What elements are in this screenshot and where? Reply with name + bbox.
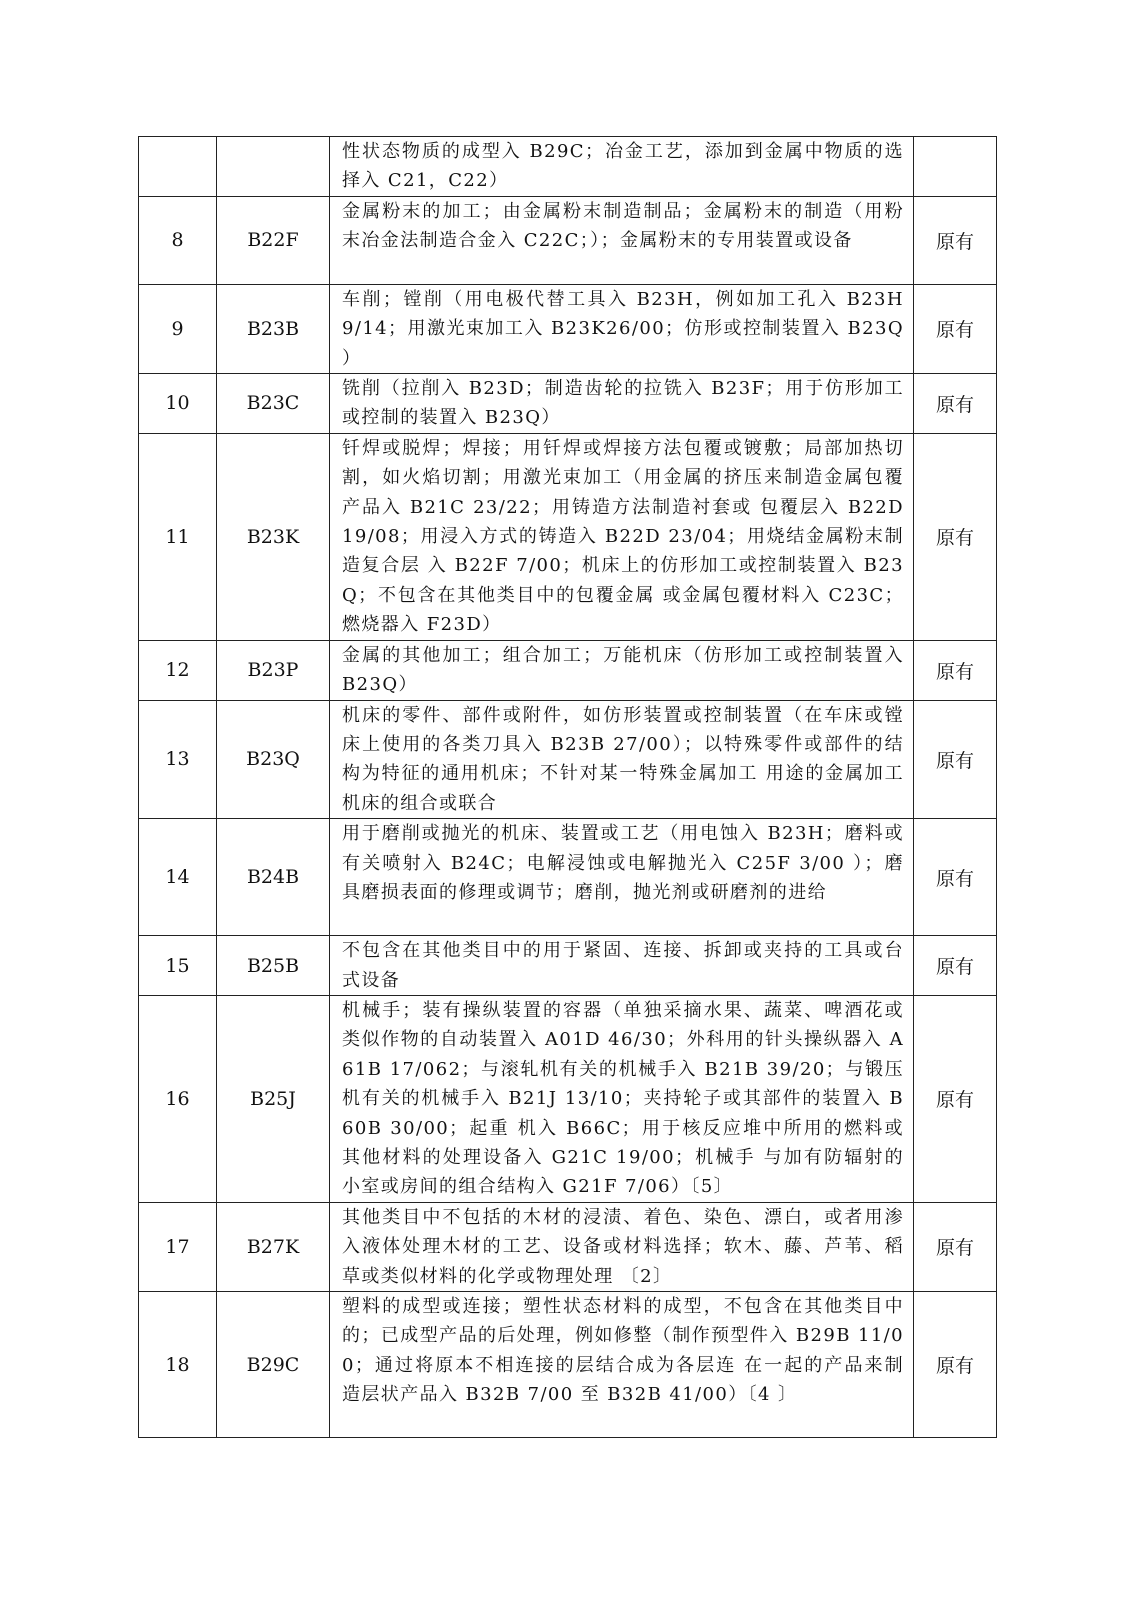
status-cell: 原有 [914, 374, 997, 434]
ipc-description: 用于磨削或抛光的机床、装置或工艺（用电蚀入 B23H；磨料或有关喷射入 B24C；电解浸蚀或电解抛光入 C25F 3/00 ）；磨具磨损表面的修理或调节；磨削，抛光剂或研磨剂的进给 [342, 823, 904, 903]
ipc-code: B25B [217, 936, 330, 996]
ipc-description: 金属的其他加工；组合加工；万能机床（仿形加工或控制装置入 B23Q） [342, 644, 904, 696]
row-number [139, 137, 217, 197]
table-row [139, 700, 997, 819]
ipc-code: B22F [217, 196, 330, 284]
row-number: 15 [139, 936, 217, 996]
status-cell: 原有 [914, 640, 997, 700]
status-cell: 原有 [914, 284, 997, 373]
ipc-description: 塑料的成型或连接；塑性状态材料的成型，不包含在其他类目中的；已成型产品的后处理，例如修整（制作预型件入 B29B 11/00；通过将原本不相连接的层结合成为各层连 在一起的产品来制造层状产品入 B32B 7/00 至 B32B 41/00）〔4 〕 [342, 1296, 904, 1406]
ipc-code: B23B [217, 284, 330, 373]
ipc-description: 金属粉末的加工；由金属粉末制造制品；金属粉末的制造（用粉末冶金法制造合金入 C22C；）；金属粉末的专用装置或设备 [342, 200, 904, 252]
ipc-description: 车削；镗削（用电极代替工具入 B23H，例如加工孔入 B23H 9/14；用激光束加工入 B23K26/00；仿形或控制装置入 B23Q ） [342, 288, 904, 369]
ipc-code [217, 137, 330, 197]
status-cell: 原有 [914, 1292, 997, 1438]
table-row [139, 640, 997, 700]
row-number: 12 [139, 640, 217, 700]
status-cell: 原有 [914, 1202, 997, 1291]
row-number: 16 [139, 995, 217, 1202]
table-row [139, 137, 997, 197]
table-row [139, 819, 997, 936]
row-number: 10 [139, 374, 217, 434]
table-row [139, 284, 997, 373]
ipc-description: 机械手；装有操纵装置的容器（单独采摘水果、蔬菜、啤酒花或类似作物的自动装置入 A01D 46/30；外科用的针头操纵器入 A61B 17/062；与滚轧机有关的机械手入 B21B 39/20；与锻压机有关的机械手入 B21J 13/10；夹持轮子或其部件的装置入 B60B 30/00；起重 机入 B66C；用于核反应堆中所用的燃料或其他材料的处理设备入 G21C 19/00；机械手 与加有防辐射的小室或房间的组合结构入 G21F 7/06）〔5〕 [342, 999, 904, 1198]
ipc-code: B23Q [217, 700, 330, 819]
ipc-code: B29C [217, 1292, 330, 1438]
row-number: 18 [139, 1292, 217, 1438]
ipc-description: 其他类目中不包括的木材的浸渍、着色、染色、漂白，或者用渗入液体处理木材的工艺、设备或材料选择；软木、藤、芦苇、稻草或类似材料的化学或物理处理 〔2〕 [342, 1206, 904, 1287]
row-number: 13 [139, 700, 217, 819]
ipc-description: 不包含在其他类目中的用于紧固、连接、拆卸或夹持的工具或台式设备 [342, 940, 904, 991]
status-cell: 原有 [914, 433, 997, 640]
status-cell: 原有 [914, 936, 997, 996]
ipc-code: B24B [217, 819, 330, 936]
table-row [139, 196, 997, 284]
row-number: 14 [139, 819, 217, 936]
table-row [139, 1292, 997, 1438]
ipc-code: B23K [217, 433, 330, 640]
status-cell: 原有 [914, 700, 997, 819]
ipc-code: B25J [217, 995, 330, 1202]
table-row [139, 936, 997, 996]
ipc-description: 钎焊或脱焊；焊接；用钎焊或焊接方法包覆或镀敷；局部加热切割，如火焰切割；用激光束加工（用金属的挤压来制造金属包覆产品入 B21C 23/22；用铸造方法制造衬套或 包覆层入 B22D 19/08；用浸入方式的铸造入 B22D 23/04；用烧结金属粉末制造复合层 入 B22F 7/00；机床上的仿形加工或控制装置入 B23Q；不包含在其他类目中的包覆金属 或金属包覆材料入 C23C；燃烧器入 F23D） [342, 437, 904, 636]
ipc-description: 铣削（拉削入 B23D；制造齿轮的拉铣入 B23F；用于仿形加工或控制的装置入 B23Q） [342, 378, 904, 429]
ipc-description: 性状态物质的成型入 B29C；冶金工艺，添加到金属中物质的选择入 C21，C22） [342, 141, 904, 192]
ipc-code: B27K [217, 1202, 330, 1291]
row-number: 9 [139, 284, 217, 373]
status-cell: 原有 [914, 995, 997, 1202]
ipc-classification-table [138, 136, 997, 1438]
row-number: 17 [139, 1202, 217, 1291]
status-cell: 原有 [914, 196, 997, 284]
table-row [139, 1202, 997, 1291]
table-row [139, 433, 997, 640]
row-number: 8 [139, 196, 217, 284]
status-cell: 原有 [914, 819, 997, 936]
status-cell [914, 137, 997, 197]
table-row [139, 995, 997, 1202]
ipc-code: B23C [217, 374, 330, 434]
ipc-code: B23P [217, 640, 330, 700]
ipc-description: 机床的零件、部件或附件，如仿形装置或控制装置（在车床或镗床上使用的各类刀具入 B23B 27/00）；以特殊零件或部件的结构为特征的通用机床；不针对某一特殊金属加工 用途的金属加工机床的组合或联合 [342, 704, 904, 814]
row-number: 11 [139, 433, 217, 640]
table-row [139, 374, 997, 434]
